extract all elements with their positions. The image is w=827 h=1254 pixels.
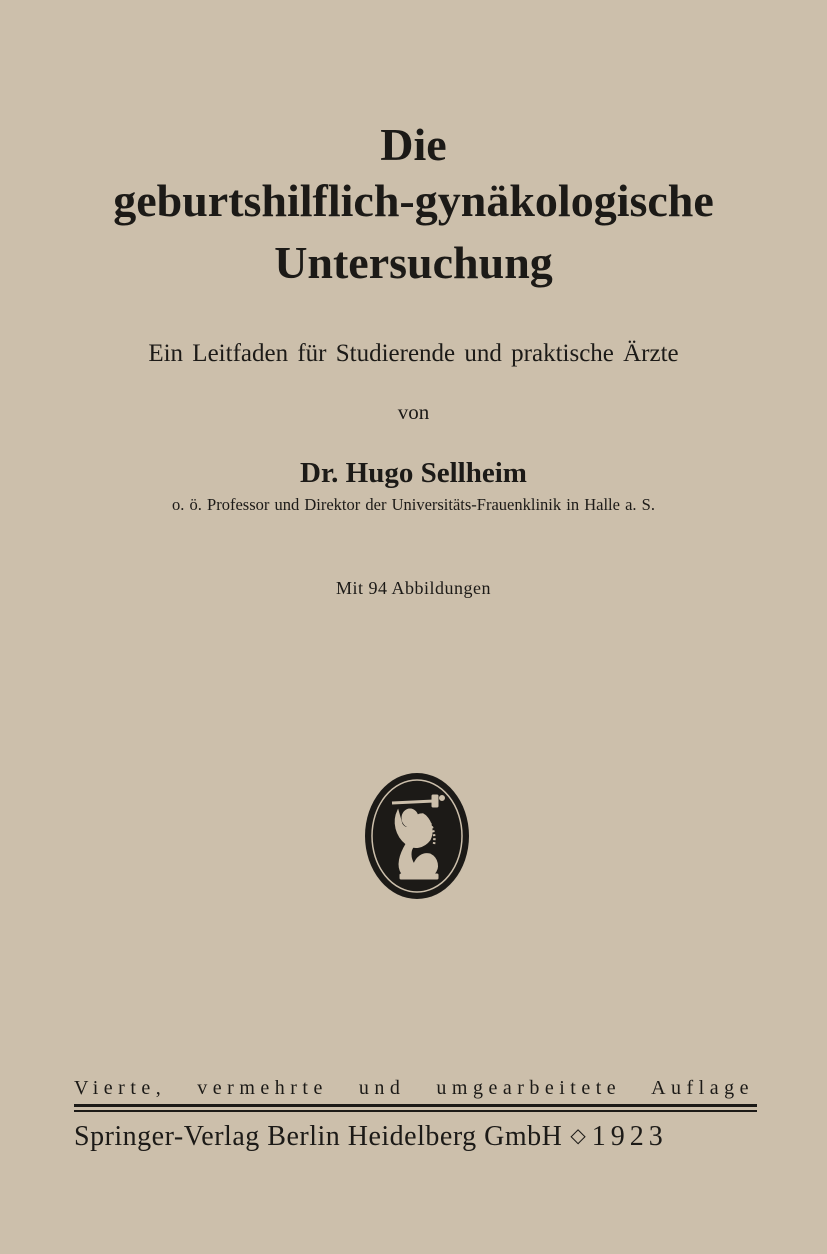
author-position: o. ö. Professor und Direktor der Universitäts-Frauenklinik in Halle a. S.	[172, 495, 655, 514]
springer-chess-knight-logo-icon	[362, 770, 472, 902]
divider-rule	[74, 1110, 757, 1112]
diamond-separator-icon: ◇	[570, 1125, 586, 1147]
divider-rule	[74, 1104, 757, 1107]
illustrations-note: Mit 94 Abbildungen	[335, 578, 491, 598]
subtitle: Ein Leitfaden für Studierende und praktische Ärzte	[148, 340, 679, 367]
edition-note: Vierte, vermehrte und umgearbeitete Auflage	[74, 1077, 754, 1099]
publisher-name: Springer-Verlag Berlin Heidelberg GmbH	[74, 1121, 563, 1152]
title-line-1: Die	[380, 119, 447, 170]
title-line-2: geburtshilflich-gynäkologische	[113, 175, 714, 226]
publication-year: 1923	[591, 1121, 668, 1152]
author-name: Dr. Hugo Sellheim	[300, 457, 527, 489]
by-label: von	[397, 400, 430, 424]
publisher-line	[74, 1117, 757, 1159]
title-line-3: Untersuchung	[274, 237, 553, 288]
